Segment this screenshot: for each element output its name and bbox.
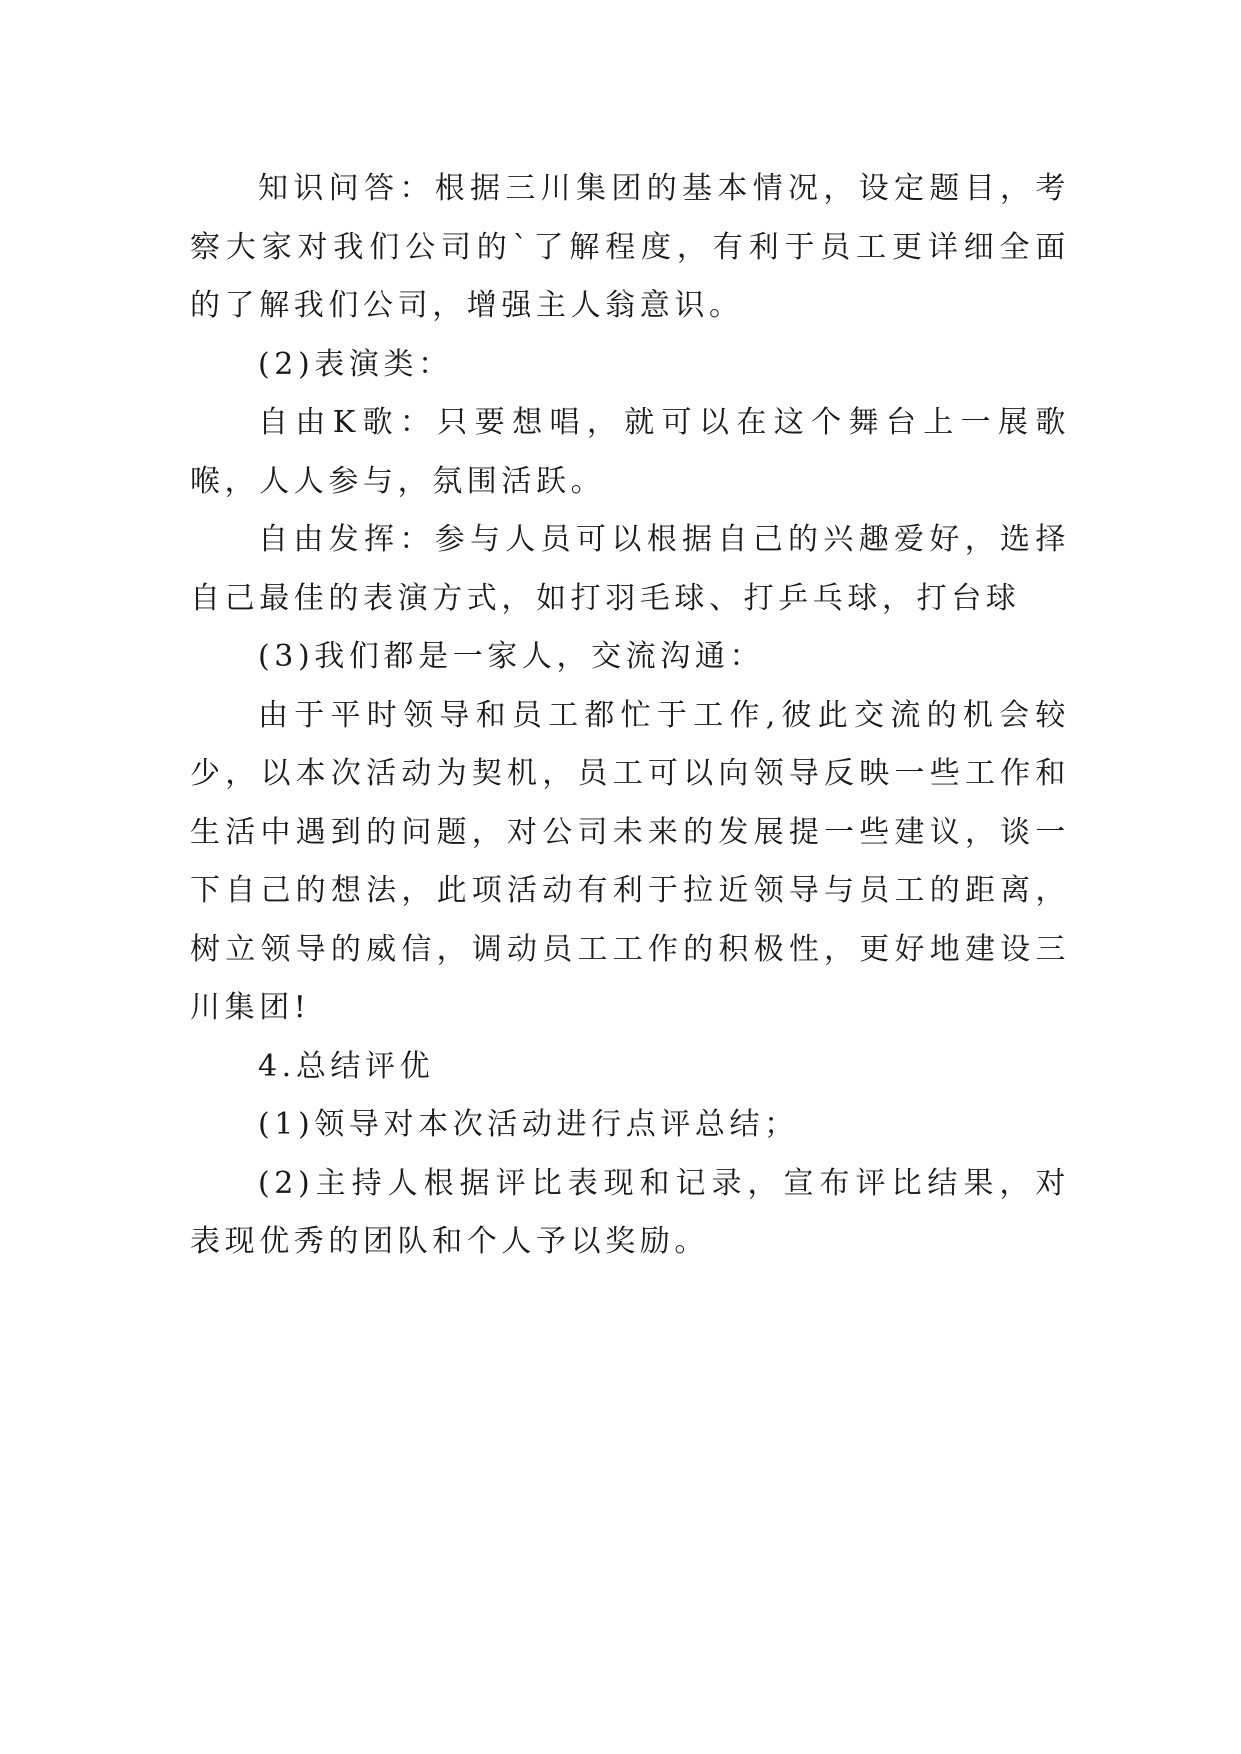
document-body — [190, 160, 1070, 1272]
heading-summary: 4.总结评优 — [258, 1048, 435, 1084]
paragraph-communication: 由于平时领导和员工都忙于工作,彼此交流的机会较少，以本次活动为契机，员工可以向领导反映一些工作和生活中遇到的问题，对公司未来的发展提一些建议，谈一下自己的想法，此项活动有利于拉近领导与员工的距离，树立领导的威信，调动员工工作的积极性，更好地建设三川集团! — [190, 697, 1070, 1025]
paragraph-awards: (2)主持人根据评比表现和记录，宣布评比结果，对表现优秀的团队和个人予以奖励。 — [190, 1165, 1070, 1259]
heading-performance: (2)表演类： — [258, 346, 453, 382]
heading-family-communication: (3)我们都是一家人，交流沟通： — [258, 639, 765, 674]
paragraph-knowledge-quiz: 知识问答：根据三川集团的基本情况，设定题目，考察大家对我们公司的`了解程度，有利于员工更详细全面的了解我们公司，增强主人翁意识。 — [190, 171, 1070, 323]
paragraph-karaoke: 自由K歌：只要想唱，就可以在这个舞台上一展歌喉，人人参与，氛围活跃。 — [190, 405, 1070, 499]
paragraph-leader-review: (1)领导对本次活动进行点评总结； — [258, 1107, 799, 1142]
paragraph-free-performance: 自由发挥：参与人员可以根据自己的兴趣爱好，选择自己最佳的表演方式，如打羽毛球、打乒乓球，打台球 — [190, 522, 1070, 616]
